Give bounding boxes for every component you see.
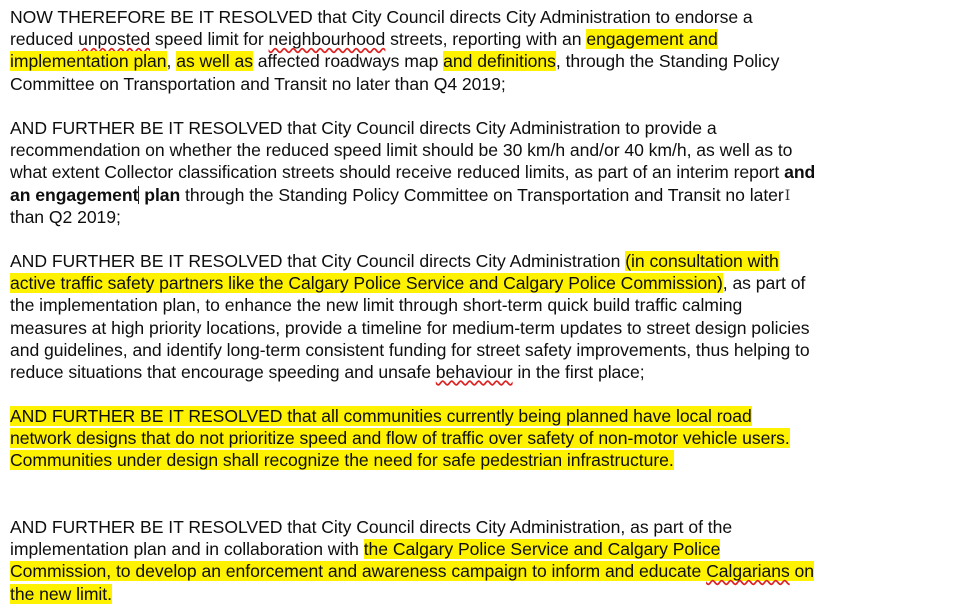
ibeam-cursor-icon: I xyxy=(784,187,791,204)
highlighted-text: on xyxy=(789,561,815,582)
highlighted-text: and definitions xyxy=(443,51,556,72)
text-run: , through the Standing Policy xyxy=(555,51,780,72)
text-line xyxy=(10,516,950,538)
text-line xyxy=(10,139,950,161)
text-run: AND FURTHER BE IT RESOLVED that City Council directs City Administration xyxy=(10,251,626,271)
text-run: Committee on Transportation and Transit no later than Q4 2019; xyxy=(10,73,506,94)
text-run: through the Standing Policy Committee on Transportation and Transit no later xyxy=(180,184,784,205)
highlighted-text: the Calgary Police Service and Calgary Police xyxy=(363,539,721,560)
highlighted-text: active traffic safety partners like the Calgary Police Service and Calgary Police Commission) xyxy=(10,273,723,294)
spellcheck-word: Calgarians xyxy=(706,561,790,582)
highlighted-text: Commission, to develop an enforcement and awareness campaign to inform and educate xyxy=(10,561,707,582)
resolution-paragraph-3 xyxy=(10,250,950,383)
text-run: reduce situations that encourage speeding and unsafe xyxy=(10,361,436,382)
highlighted-text: (in consultation with xyxy=(625,251,779,271)
text-line xyxy=(10,317,950,339)
text-line xyxy=(10,583,950,605)
text-run: recommendation on whether the reduced speed limit should be 30 km/h and/or 40 km/h, as well as to xyxy=(10,140,793,161)
text-line xyxy=(10,28,950,50)
highlighted-text: as well as xyxy=(176,51,253,72)
text-run: , xyxy=(166,51,177,72)
bold-text: plan xyxy=(139,184,181,205)
resolution-paragraph-2 xyxy=(10,117,950,228)
text-run: measures at high priority locations, provide a timeline for medium-term updates to street design policies xyxy=(10,317,810,338)
text-line xyxy=(10,117,950,139)
text-line xyxy=(10,250,950,272)
text-line xyxy=(10,449,950,471)
bold-text: and xyxy=(784,162,816,183)
text-run: speed limit for xyxy=(150,29,269,50)
text-run: affected roadways map xyxy=(252,51,444,72)
highlighted-text: engagement and xyxy=(586,29,718,50)
resolution-paragraph-4 xyxy=(10,405,950,472)
text-run: , as part of xyxy=(722,273,806,294)
bold-text: an engagement xyxy=(10,184,139,205)
text-line xyxy=(10,161,950,183)
text-run: AND FURTHER BE IT RESOLVED that City Council directs City Administration to provide a xyxy=(10,118,717,138)
text-line xyxy=(10,538,950,560)
highlighted-text: implementation plan xyxy=(10,51,167,72)
text-line xyxy=(10,206,950,228)
resolution-paragraph-1 xyxy=(10,6,950,95)
text-run: AND FURTHER BE IT RESOLVED that City Council directs City Administration, as part of the xyxy=(10,517,733,537)
text-line xyxy=(10,73,950,95)
text-run: than Q2 2019; xyxy=(10,206,121,227)
text-line xyxy=(10,405,950,427)
text-run: and guidelines, and identify long-term consistent funding for street safety improvements, thus helping to xyxy=(10,339,810,360)
resolution-paragraph-5 xyxy=(10,516,950,605)
text-line xyxy=(10,427,950,449)
highlighted-text: Communities under design shall recognize the need for safe pedestrian infrastructure. xyxy=(10,450,674,471)
text-line xyxy=(10,361,950,383)
text-run: implementation plan and in collaboration with xyxy=(10,539,364,560)
text-run: the implementation plan, to enhance the new limit through short-term quick build traffic calming xyxy=(10,295,743,316)
text-line xyxy=(10,184,950,206)
text-run: in the first place; xyxy=(512,361,645,382)
spellcheck-word: behaviour xyxy=(435,361,513,382)
text-run: what extent Collector classification streets should receive reduced limits, as part of an interim report xyxy=(10,162,785,183)
highlighted-text: the new limit. xyxy=(10,583,112,604)
text-line xyxy=(10,6,950,28)
text-run: streets, reporting with an xyxy=(385,29,587,50)
highlighted-text: AND FURTHER BE IT RESOLVED that all communities currently being planned have local road xyxy=(10,406,752,426)
text-run: reduced xyxy=(10,29,79,50)
text-line xyxy=(10,294,950,316)
spellcheck-word: neighbourhood xyxy=(268,29,386,50)
text-line xyxy=(10,339,950,361)
spellcheck-word: unposted xyxy=(78,29,151,50)
text-line xyxy=(10,50,950,72)
text-line xyxy=(10,272,950,294)
text-run: NOW THEREFORE BE IT RESOLVED that City Council directs City Administration to endorse a xyxy=(10,7,753,27)
text-line xyxy=(10,560,950,582)
highlighted-text: network designs that do not prioritize speed and flow of traffic over safety of non-motor vehicle users. xyxy=(10,428,790,449)
